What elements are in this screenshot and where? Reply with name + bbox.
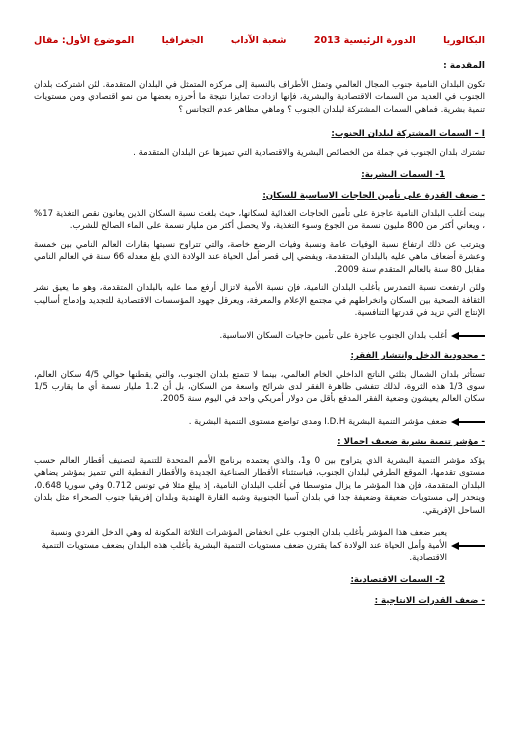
subsection-human-heading: 1- السمات البشرية: [361, 170, 445, 181]
header-bac: البكالوريا [443, 35, 485, 46]
subsection-economic-heading: 2- السمات الاقتصادية: [350, 575, 445, 586]
conclusion-income [34, 416, 485, 428]
header-topic: الموضوع الأول: مقال [34, 35, 135, 46]
section-1-lead: تشترك بلدان الجنوب في جملة من الخصائص البشرية والاقتصادية التي تميزها عن البلدان المتقدمة . [133, 147, 485, 158]
conclusion-hdi [34, 527, 485, 564]
paragraph-hdi: يؤكد مؤشر التنمية البشرية الذي يتراوح بين 0 و1، والذي يعتمده برنامج الأمم المتحدة للتنمية لتصنيف أقطار العالم حسب مستوى تقدمها، الموقع الطرفي لبلدان الجنوب، فباستثناء الأقطار الصناعية الجديدة والأقطار النفطية التي تتميز بمؤشر يضاهي البلدان المتقدمة، فإن هذا المؤشر ما يزال متوسطا في أغلب البلدان النامية، إذ يبلغ مثلا في تونس 0.712 وفي سوريا 0.648، وينحدر إلى مستويات ضعيفة وضعيفة جدا في بلدان آسيا الجنوبية وشبه القارة الهندية وبلدان إفريقيا جنوب الصحراء مثل بلدان الساحل الإفريقي. [34, 455, 485, 516]
header-subject: الجغرافيا [161, 35, 204, 46]
conclusion-hdi-text: يعبر ضعف هذا المؤشر بأغلب بلدان الجنوب على انخفاض المؤشرات الثلاثة المكونة له وهي الدخل الفردي ونسبة الأمية وأمل الحياة عند الولادة كما يقترن ضعف مستويات التنمية البشرية بأغلب هذه البلدان بضعف مستويات التنمية الاقتصادية. [41, 528, 447, 563]
header-branch: شعبة الآداب [230, 35, 287, 46]
heading-income-poverty: - محدودية الدخل وانتشار الفقر: [350, 351, 485, 362]
intro-heading: المقدمة : [443, 60, 485, 71]
conclusion-income-text: ضعف مؤشر التنمية البشرية I.D.H ومدى تواضع مستوى التنمية البشرية . [188, 416, 447, 427]
heading-basic-needs: - ضعف القدرة على تأمين الحاجات الاساسية للسكان: [262, 190, 485, 201]
arrow-icon [451, 417, 485, 427]
paragraph-food: بينت أغلب البلدان النامية عاجزة على تأمين الحاجات الغذائية لسكانها، حيث بلغت نسبة السكان الذين يعانون نقص التغذية 17% ، ويعاني أكثر من 800 مليون نسمة من الجوع وسوء التغذية، ولا يحصل أكثر من مليار نسمة على الماء الصالح للشرب. [34, 208, 485, 232]
conclusion-basic-needs [34, 330, 485, 342]
arrow-icon [451, 541, 485, 551]
paragraph-mortality: ويترتب عن ذلك ارتفاع نسبة الوفيات عامة ونسبة وفيات الرضع خاصة، والتي تتراوح نسبتها بقارات العالم النامي بين خمسة وعشرة أضعاف ماهي عليه بالبلدان المتقدمة، ويفضي إلى قصر أمل الحياة عند الولادة الذي بلغ معدله 66 سنة في العالم النامي مقابل 80 سنة بالعالم المتقدم سنة 2009. [34, 239, 485, 275]
conclusion-basic-needs-text: أغلب بلدان الجنوب عاجزة على تأمين حاجيات السكان الاساسية. [219, 330, 447, 341]
section-1-heading: I – السمات المشتركة لبلدان الجنوب: [331, 129, 485, 140]
header-session: الدورة الرئيسية 2013 [313, 35, 416, 46]
paragraph-education: ولئن ارتفعت نسبة التمدرس بأغلب البلدان النامية، فإن نسبة الأمية لاتزال أرفع مما عليه بالبلدان المتقدمة، وهو ما يعيق نشر الثقافة الصحية بين السكان وانخراطهم في مجتمع الإعلام والمعرفة، ويعرقل جهود المؤسسات الاقتصادية للتجديد وإدماج أساليب الإنتاج التي تزيد في قدرتها التنافسية. [34, 283, 485, 319]
heading-hdi: - مؤشر تنمية بشرية ضعيف اجمالا : [337, 437, 485, 448]
paragraph-income: تستأثر بلدان الشمال بثلثي الناتج الداخلي الخام العالمي، بينما لا تتمتع بلدان الجنوب، والتي يقطنها حوالي 4/5 سكان العالم، سوى 1/3 هذه الثروة، لذلك تتفشى ظاهرة الفقر لدى شرائح واسعة من السكان، بل أن 1.2 مليار نسمة أي ما يقارب 1/5 سكان العالم يعيشون وضعية الفقر المدقع بأقل من دولار أمريكي واحد في اليوم سنة 2005. [34, 369, 485, 405]
exam-header [34, 34, 485, 48]
intro-paragraph: تكون البلدان النامية جنوب المجال العالمي وتمثل الأطراف بالنسبة إلى مركزه المتمثل في البلدان المتقدمة. لئن اشتركت بلدان الجنوب في العديد من السمات الاقتصادية والبشرية، فإنها ازدادت تمايزا نتيجة ما أحرزه بعضها من نمو اقتصادي ومن مستويات تنمية بشرية. فماهي السمات المشتركة لبلدان الجنوب ؟ وماهي مظاهر عدم التجانس ؟ [34, 79, 485, 115]
heading-production-capacity: - ضعف القدرات الانتاجية : [374, 595, 485, 606]
arrow-icon [451, 331, 485, 341]
